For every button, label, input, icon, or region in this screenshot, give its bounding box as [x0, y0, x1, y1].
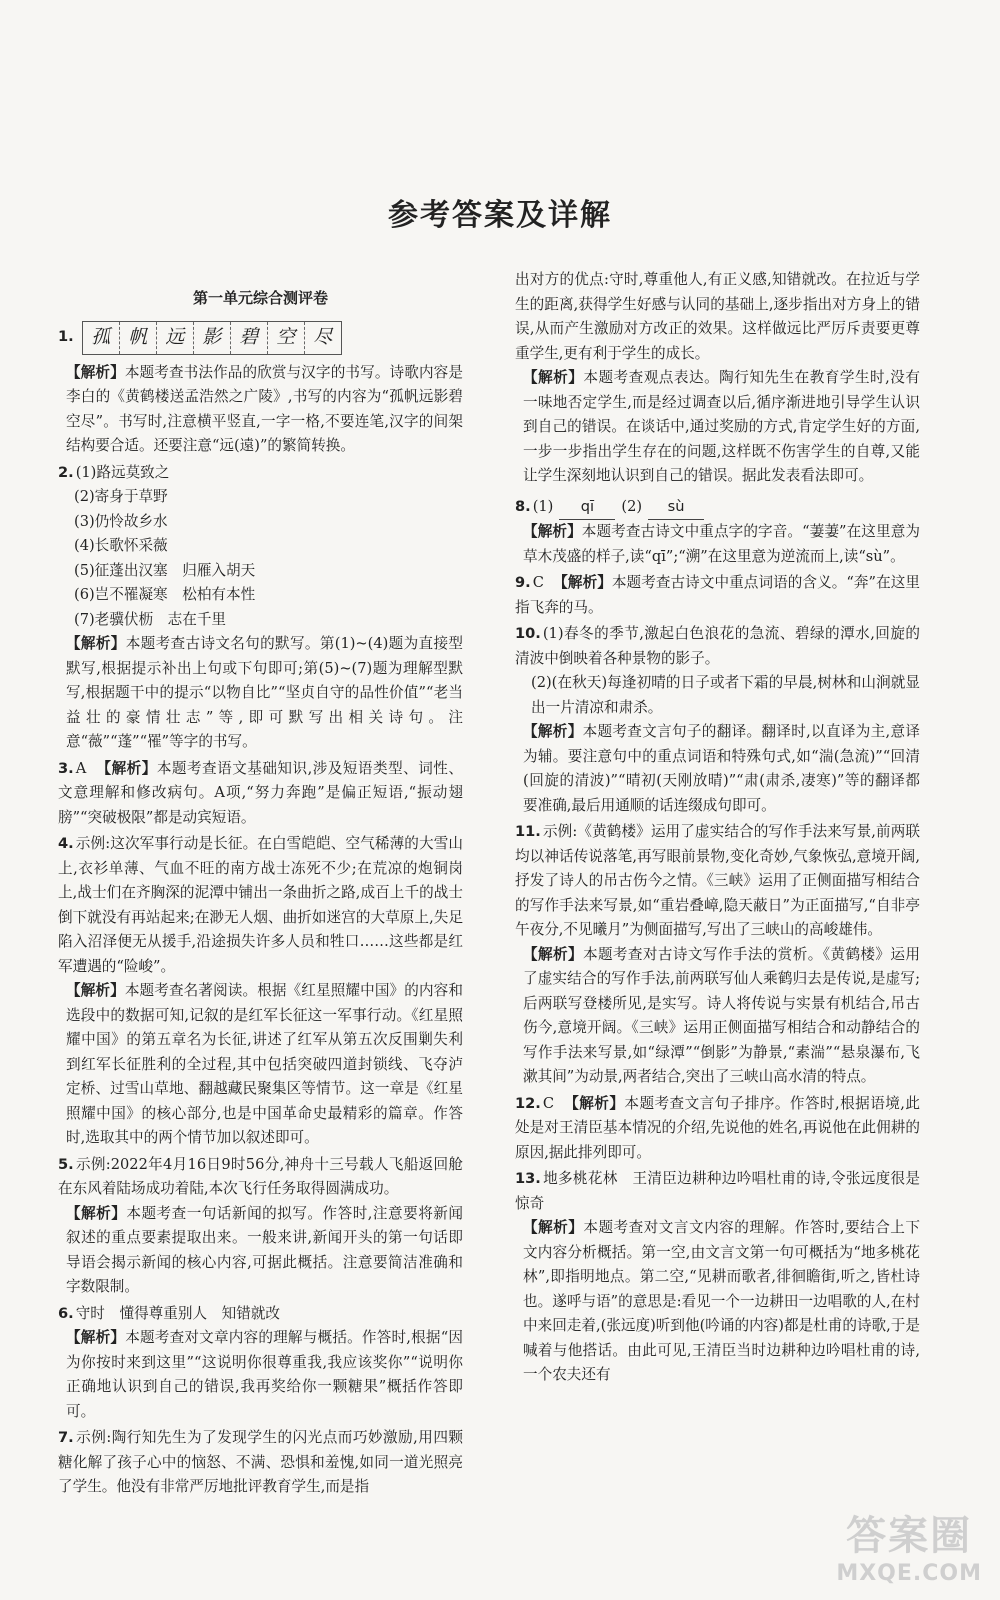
watermark: [836, 1504, 982, 1586]
answer: 出对方的优点:守时,尊重他人,有正义感,知错就改。在拉近与学生的距离,获得学生好感与认同的基础上,逐步指出对方身上的错误,从而产生激励对方改正的效果。这样做远比严厉斥责要更尊重学生,更有利于学生的成长。: [515, 271, 920, 362]
question-13: [515, 1167, 920, 1388]
analysis-text: 本题考查古诗文中重点词语的含义。“奔”在这里指飞奔的马。: [515, 574, 920, 616]
question-1: [58, 321, 463, 459]
question-number: 6.: [58, 1304, 74, 1322]
answer-line: (7)老骥伏枥 志在千里: [74, 610, 227, 628]
analysis: [58, 632, 463, 755]
question-7-continued: [515, 268, 920, 489]
question-number: 9.: [515, 574, 531, 591]
grid-char: 帆: [120, 322, 157, 354]
answer: 示例:陶行知先生为了发现学生的闪光点而巧妙激励,用四颗糖化解了孩子心中的恼怒、不满、恐惧和羞愧,如同一道光照亮了学生。他没有非常严厉地批评教育学生,而是指: [58, 1429, 463, 1495]
analysis: [515, 366, 920, 489]
analysis-tag: 【解析】: [66, 1329, 126, 1346]
answer-line: (2)寄身于草野: [74, 488, 168, 505]
analysis-tag: 【解析】: [66, 1204, 127, 1222]
watermark-logo: 答案圈: [846, 1513, 973, 1559]
answer-line: (3)仍怜故乡水: [74, 512, 168, 530]
analysis: [515, 720, 920, 818]
analysis: [58, 979, 463, 1151]
analysis: [58, 1202, 463, 1300]
analysis-tag: 【解析】: [66, 635, 126, 652]
analysis-text: 本题考查对文章内容的理解与概括。作答时,根据“因为你按时来到这里”“这说明你很尊重我,我应该奖你”“说明你正确地认识到自己的错误,我再奖给你一颗糖果”概括作答即可。: [66, 1329, 463, 1420]
question-number: 12.: [515, 1094, 541, 1112]
answer-line: (1)路远莫致之: [75, 463, 170, 481]
question-number: 2.: [58, 463, 74, 481]
question-8: [515, 495, 920, 570]
answer: C: [532, 574, 544, 591]
analysis-tag: 【解析】: [564, 1094, 625, 1112]
question-12: [515, 1092, 920, 1166]
question-number: 4.: [58, 835, 74, 852]
answer: (2)(在秋天)每逢初晴的日子或者下霜的早晨,树林和山涧就显出一片清凉和肃杀。: [531, 674, 920, 716]
answer: 示例:这次军事行动是长征。在白雪皑皑、空气稀薄的大雪山上,衣衫单薄、气血不旺的南方战士冻死不少;在荒凉的炮铜岗上,战士们在齐胸深的泥潭中铺出一条曲折之路,成百上千的战士倒下就没有再站起来;在渺无人烟、曲折如迷宫的大草原上,失足陷入沼泽便无从援手,沿途损失许多人员和牲口……这些都是红军遭遇的“险峻”。: [58, 835, 463, 975]
answer: A: [75, 759, 87, 777]
calligraphy-grid: [82, 321, 342, 355]
analysis-tag: 【解析】: [66, 363, 125, 381]
question-number: 3.: [58, 759, 74, 777]
question-number: 8.: [515, 497, 531, 515]
right-column: [515, 268, 920, 1390]
question-9: [515, 571, 920, 620]
question-5: [58, 1153, 463, 1300]
answer: C: [542, 1094, 555, 1112]
analysis-text: 本题考查名著阅读。根据《红星照耀中国》的内容和选段中的数据可知,记叙的是红军长征这一军事行动。《红星照耀中国》的第五章名为长征,讲述了红军从第五次反围剿失利到红军长征胜利的全过程,其中包括突破四道封锁线、飞夺泸定桥、过雪山草地、翻越藏民聚集区等情节。这一章是《红星照耀中国》的核心部分,也是中国革命史最精彩的篇章。作答时,选取其中的两个情节加以叙述即可。: [66, 982, 463, 1146]
analysis-tag: 【解析】: [523, 1219, 584, 1236]
analysis-text: 本题考查文言句子排序。作答时,根据语境,此处是对王清臣基本情况的介绍,先说他的姓名,再说他在此佣耕的原因,据此排列即可。: [515, 1094, 920, 1161]
analysis-text: 本题考查书法作品的欣赏与汉字的书写。诗歌内容是李白的《黄鹤楼送孟浩然之广陵》,书写的内容为“孤帆远影碧空尽”。书写时,注意横平竖直,一字一格,不要连笔,汉字的间架结构要合适。还要注意“远(遠)”的繁简转换。: [66, 363, 463, 454]
answer-line: (6)岂不罹凝寒 松柏有本性: [74, 586, 256, 603]
left-column: [58, 272, 463, 1502]
question-2: [58, 461, 463, 755]
answer: 示例:《黄鹤楼》运用了虚实结合的写作手法来写景,前两联均以神话传说落笔,再写眼前景物,变化奇妙,气象恢弘,意境开阔,抒发了诗人的吊古伤今之情。《三峡》运用了正侧面描写相结合的写作手法来写景,如“重岩叠嶂,隐天蔽日”为正面描写,“自非亭午夜分,不见曦月”为侧面描写,写出了三峡山的高峻雄伟。: [515, 823, 920, 938]
question-number: 1.: [58, 328, 74, 346]
analysis-tag: 【解析】: [523, 523, 582, 540]
answer: 守时 懂得尊重别人 知错就改: [75, 1304, 281, 1322]
analysis-tag: 【解析】: [553, 574, 612, 591]
analysis-tag: 【解析】: [523, 369, 584, 386]
question-4: [58, 832, 463, 1151]
grid-char: 碧: [231, 322, 268, 354]
analysis-text: 本题考查语文基础知识,涉及短语类型、词性、文意理解和修改病句。A项,“努力奔跑”是偏正短语,“振动翅膀”“突破极限”都是动宾短语。: [58, 759, 463, 826]
pinyin-answer: qī: [559, 495, 615, 521]
pinyin-answer: sù: [648, 495, 704, 521]
question-6: [58, 1302, 463, 1425]
analysis-text: 本题考查文言句子的翻译。翻译时,以直译为主,意译为辅。要注意句中的重点词语和特殊句式,如“湍(急流)”“回清(回旋的清波)”“晴初(天刚放晴)”“肃(肃杀,凄寒)”等的翻译都要准确,最后用通顺的话连缀成句即可。: [523, 723, 920, 814]
grid-char: 空: [268, 322, 305, 354]
analysis-text: 本题考查古诗文名句的默写。第(1)~(4)题为直接型默写,根据提示补出上句或下句即可;第(5)~(7)题为理解型默写,根据题干中的提示“以物自比”“坚贞自守的品性价值”“老当益壮的豪情壮志”等,即可默写出相关诗句。注意“薇”“蓬”“罹”等字的书写。: [66, 635, 463, 750]
analysis-text: 本题考查对文言文内容的理解。作答时,要结合上下文内容分析概括。第一空,由文言文第一句可概括为“地多桃花林”,即指明地点。第二空,“见耕而歌者,徘徊瞻街,听之,皆杜诗也。遂呼与语”的意思是:看见一个一边耕田一边唱歌的人,在村中来回走着,(张远度)听到他(吟诵的内容)都是杜甫的诗歌,于是喊着与他搭话。由此可见,王清臣当时边耕种边吟唱杜甫的诗,一个农夫还有: [523, 1219, 920, 1383]
watermark-url: MXQE.COM: [836, 1561, 982, 1586]
grid-char: 远: [157, 322, 194, 354]
question-3: [58, 757, 463, 831]
analysis-text: 本题考查观点表达。陶行知先生在教育学生时,没有一味地否定学生,而是经过调查以后,循序渐进地引导学生认识到自己的错误。在谈话中,通过奖励的方式,肯定学生好的方面,一步一步指出学生存在的问题,这样既不伤害学生的自尊,又能让学生深刻地认识到自己的错误。据此发表看法即可。: [523, 369, 920, 484]
answer: 示例:2022年4月16日9时56分,神舟十三号载人飞船返回舱在东风着陆场成功着陆,本次飞行任务取得圆满成功。: [58, 1155, 463, 1197]
analysis-tag: 【解析】: [96, 759, 157, 777]
unit-title: 第一单元综合测评卷: [192, 289, 328, 307]
answer: 地多桃花林 王清臣边耕种边吟唱杜甫的诗,令张远度很是惊奇: [515, 1170, 920, 1212]
analysis-tag: 【解析】: [66, 982, 125, 999]
analysis: [515, 943, 920, 1090]
analysis-tag: 【解析】: [523, 723, 583, 740]
question-number: 5.: [58, 1155, 74, 1173]
analysis: [515, 520, 920, 569]
question-7: [58, 1426, 463, 1500]
question-11: [515, 820, 920, 1090]
page-title: 参考答案及详解: [388, 198, 612, 233]
question-number: 10.: [515, 625, 541, 642]
grid-char: 孤: [83, 322, 120, 354]
grid-char: 影: [194, 322, 231, 354]
sub-label: (2): [621, 497, 643, 515]
question-10: [515, 622, 920, 818]
question-number: 13.: [515, 1170, 541, 1187]
analysis-text: 本题考查一句话新闻的拟写。作答时,注意要将新闻叙述的重点要素提取出来。一般来讲,新闻开头的第一句话即导语会揭示新闻的核心内容,可据此概括。注意要简洁准确和字数限制。: [66, 1204, 463, 1295]
answer: (1)春冬的季节,激起白色浪花的急流、碧绿的潭水,回旋的清波中倒映着各种景物的影子。: [515, 625, 920, 667]
grid-char: 尽: [313, 326, 333, 349]
sub-label: (1): [532, 497, 554, 515]
analysis: [58, 1326, 463, 1424]
question-number: 7.: [58, 1429, 74, 1446]
analysis: [58, 361, 463, 459]
analysis-text: 本题考查古诗文中重点字的字音。“萋萋”在这里意为草木茂盛的样子,读“qī”;“溯”在这里意为逆流而上,读“sù”。: [523, 523, 920, 565]
answer-line: (5)征蓬出汉塞 归雁入胡天: [74, 561, 256, 579]
analysis-text: 本题考查对古诗文写作手法的赏析。《黄鹤楼》运用了虚实结合的写作手法,前两联写仙人乘鹤归去是传说,是虚写;后两联写登楼所见,是实写。诗人将传说与实景有机结合,吊古伤今,意境开阔。《三峡》运用正侧面描写相结合和动静结合的写作手法来写景,如“绿潭”“倒影”为静景,“素湍”“悬泉瀑布,飞漱其间”为动景,两者结合,突出了三峡山高水清的特点。: [523, 945, 920, 1085]
question-number: 11.: [515, 823, 541, 840]
analysis-tag: 【解析】: [523, 945, 583, 963]
answer-line: (4)长歌怀采薇: [74, 537, 168, 554]
analysis: [515, 1216, 920, 1388]
